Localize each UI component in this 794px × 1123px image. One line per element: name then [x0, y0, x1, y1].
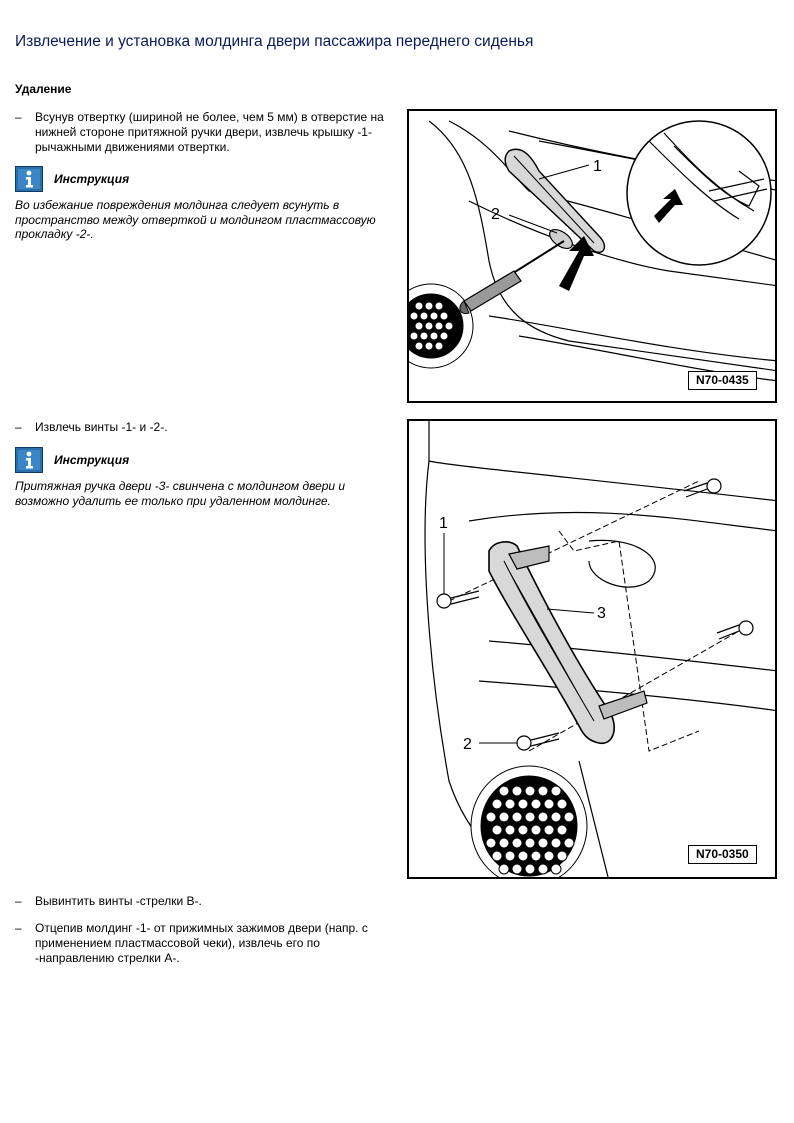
section-heading-removal: Удаление [15, 82, 72, 96]
step-4 [15, 921, 387, 966]
step-text: Вывинтить винты -стрелки В-. [35, 894, 202, 908]
step-bullet: – [15, 110, 22, 124]
door-grip-illustration [409, 111, 777, 403]
note-title: Инструкция [54, 172, 130, 186]
step-2 [15, 420, 387, 435]
callout-1: 1 [439, 515, 448, 532]
step-text: Отцепив молдинг -1- от прижимных зажимов двери (напр. с применением пластмассовой чеки), извлечь его по -направлению стрелки А-. [35, 921, 368, 965]
door-handle-illustration [409, 421, 777, 879]
callout-2: 2 [491, 206, 500, 223]
info-icon [15, 447, 43, 473]
note-text: Во избежание повреждения молдинга следует всунуть в пространство между отверткой и молдингом пластмассовую прокладку -2-. [15, 198, 376, 241]
callout-2: 2 [463, 736, 472, 753]
note-text: Притяжная ручка двери -3- свинчена с молдингом двери и возможно удалить ее только при удаленном молдинге. [15, 479, 346, 508]
step-1 [15, 110, 387, 155]
figure-code: N70-0350 [688, 845, 757, 864]
step-text: Всунув отвертку (шириной не более, чем 5 мм) в отверстие на нижней стороне притяжной ручки двери, извлечь крышку -1- рычажными движениями отвертки. [35, 110, 384, 154]
step-bullet: – [15, 894, 22, 908]
step-text: Извлечь винты -1- и -2-. [35, 420, 168, 434]
page-title: Извлечение и установка молдинга двери пассажира переднего сиденья [15, 33, 534, 50]
note-title: Инструкция [54, 453, 130, 467]
step-bullet: – [15, 921, 22, 935]
info-icon [15, 166, 43, 192]
step-bullet: – [15, 420, 22, 434]
step-3 [15, 894, 387, 909]
figure-door-handle-screws [407, 419, 777, 879]
figure-code: N70-0435 [688, 371, 757, 390]
callout-1: 1 [593, 158, 602, 175]
figure-door-grip-cover [407, 109, 777, 403]
callout-3: 3 [597, 605, 606, 622]
